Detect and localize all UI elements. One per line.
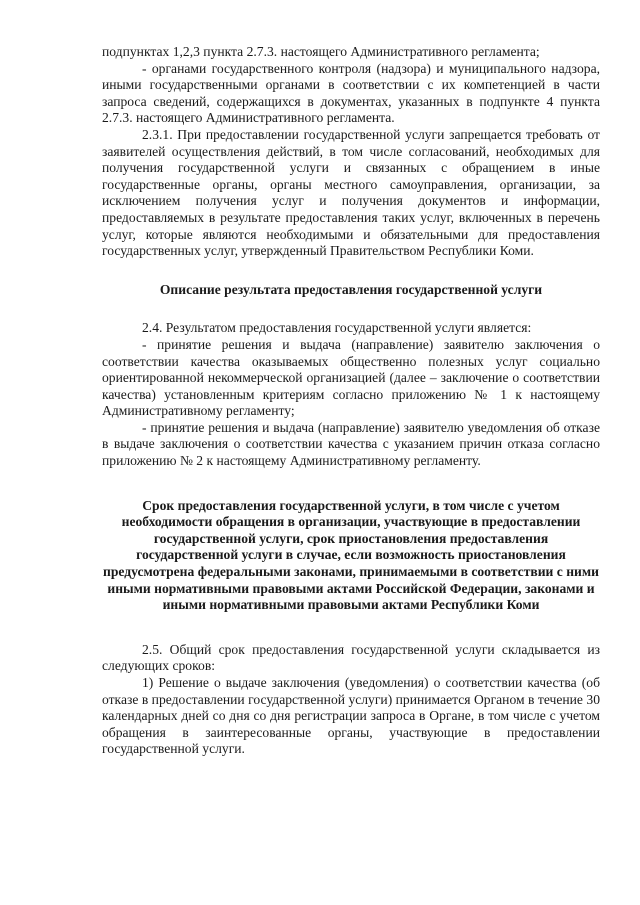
paragraph-2-5: 2.5. Общий срок предоставления государственной услуги складывается из следующих сроков: <box>102 641 600 674</box>
paragraph-control-bodies: - органами государственного контроля (надзора) и муниципального надзора, иными государственными органами в соответствии с их компетенцией в части запроса сведений, содержащихся в документах, указанных в подпункте 4 пункта 2.7.3. настоящего Административного регламента. <box>102 60 600 126</box>
paragraph-result-conclusion: - принятие решения и выдача (направление) заявителю заключения о соответствии качества оказываемых общественно полезных услуг социально ориентированной некоммерческой организацией (далее – заключение о соответствии качества) установленным критериям согласно приложению № 1 к настоящему Административному регламенту; <box>102 336 600 419</box>
paragraph-result-refusal: - принятие решения и выдача (направление) заявителю уведомления об отказе в выдаче заключения о соответствии качества с указанием причин отказа согласно приложению № 2 к настоящему Административному регламенту. <box>102 419 600 469</box>
paragraph-2-3-1: 2.3.1. При предоставлении государственной услуги запрещается требовать от заявителей осуществления действий, в том числе согласований, необходимых для получения государственной услуги и связанных с обращением в иные государственные органы, органы местного самоуправления, организации, за исключением получения услуг и получения документов и информации, предоставляемых в результате предоставления таких услуг, включенных в перечень услуг, которые являются необходимыми и обязательными для предоставления государственных услуг, утвержденный Правительством Республики Коми. <box>102 126 600 259</box>
paragraph-2-4: 2.4. Результатом предоставления государственной услуги является: <box>142 320 532 336</box>
section-heading-result: Описание результата предоставления государственной услуги <box>159 281 543 297</box>
paragraph-continuation: подпунктах 1,2,3 пункта 2.7.3. настоящего Административного регламента; <box>102 44 540 59</box>
paragraph-term-decision: 1) Решение о выдаче заключения (уведомления) о соответствии качества (об отказе в предоставлении государственной услуги) принимается Органом в течение 30 календарных дней со дня со дня регистрации запроса в Органе, в том числе с учетом обращения в заинтересованные органы, участвующие в предоставлении государственной услуги. <box>102 675 600 757</box>
section-heading-term: Срок предоставления государственной услуги, в том числе с учетом необходимости обращения в организации, участвующие в предоставлении государственной услуги, срок приостановления предоставления государственной услуги в случае, если возможность приостановления предусмотрена федеральными законами, принимаемыми в соответствии с ними иными нормативными правовыми актами Российской Федерации, законами и иными нормативными правовыми актами Республики Коми <box>103 497 599 613</box>
